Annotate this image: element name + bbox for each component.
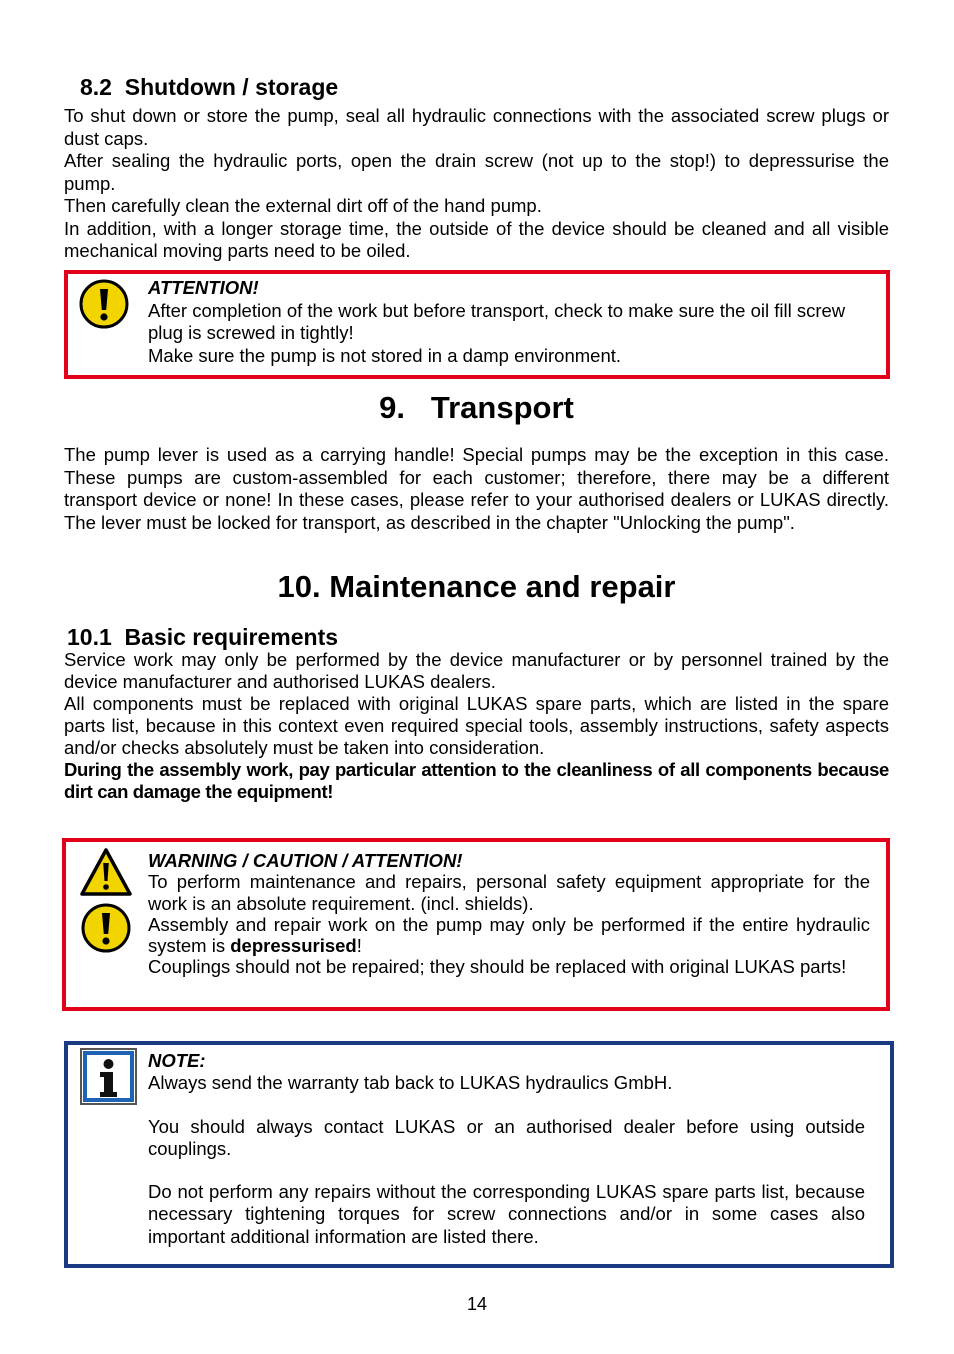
attention-line: After completion of the work but before transport, check to make sure the oil fill screw plug is screwed in tightly!: [148, 299, 846, 343]
chapter-10-heading: [64, 568, 889, 606]
note-header: NOTE:: [148, 1050, 206, 1071]
note-paragraph: Always send the warranty tab back to LUKAS hydraulics GmbH.: [148, 1072, 673, 1094]
section-10-1-body: [64, 649, 889, 803]
paragraph: Then carefully clean the external dirt off of the hand pump.: [64, 195, 542, 216]
warning-line-prefix: Assembly and repair work on the pump may only be performed if the entire hydraulic system is: [148, 913, 870, 957]
chapter-9-heading: [64, 389, 889, 427]
spacer: [148, 1095, 865, 1116]
note-paragraph: You should always contact LUKAS or an authorised dealer before using outside couplings.: [148, 1115, 865, 1159]
spacer: [148, 1160, 865, 1181]
section-8-2-heading: [80, 73, 338, 101]
section-8-2-body: [64, 105, 889, 263]
warning-line-bold: depressurised: [230, 935, 357, 957]
chapter-10-title: Maintenance and repair: [329, 569, 676, 604]
attention-line: Make sure the pump is not stored in a damp environment.: [148, 344, 622, 366]
warning-triangle-icon: [79, 847, 133, 897]
note-box-text: [148, 1050, 865, 1248]
paragraph: All components must be replaced with original LUKAS spare parts, which are listed in the spare parts list, because in this context even required special tools, assembly instructions, safety aspects and/or checks absolutely must be taken into consideration.: [64, 693, 889, 758]
section-10-1-heading: [67, 623, 338, 651]
chapter-10-number: 10.: [277, 569, 321, 604]
exclamation-circle-icon: [81, 903, 131, 953]
section-8-2-number: 8.2: [80, 74, 112, 100]
section-10-1-title: Basic requirements: [124, 624, 339, 650]
warning-line-suffix: !: [356, 935, 362, 957]
chapter-9-title: Transport: [430, 390, 574, 425]
chapter-9-number: 9.: [379, 390, 406, 425]
warning-header: WARNING / CAUTION / ATTENTION!: [148, 850, 463, 871]
info-icon: [80, 1048, 137, 1105]
section-10-1-number: 10.1: [67, 624, 112, 650]
warning-box-text: [148, 850, 870, 978]
paragraph: The pump lever is used as a carrying handle! Special pumps may be the exception in this case. These pumps are custom-assembled for each customer; therefore, there may be a different transport device or none! In these cases, please refer to your authorised dealers or LUKAS directly. The lever must be locked for transport, as described in the chapter "Unlocking the pump".: [64, 444, 889, 533]
section-8-2-title: Shutdown / storage: [124, 74, 339, 100]
attention-box-text: [148, 277, 873, 367]
attention-header: ATTENTION!: [148, 277, 259, 298]
warning-line: [148, 914, 870, 957]
paragraph: After sealing the hydraulic ports, open the drain screw (not up to the stop!) to depressurise the pump.: [64, 150, 889, 194]
paragraph: To shut down or store the pump, seal all hydraulic connections with the associated screw plugs or dust caps.: [64, 105, 889, 149]
warning-line: Couplings should not be repaired; they should be replaced with original LUKAS parts!: [148, 956, 847, 978]
note-paragraph: Do not perform any repairs without the corresponding LUKAS spare parts list, because necessary tightening torques for screw connections and/or in some cases also important additional information are listed there.: [148, 1181, 865, 1247]
paragraph: In addition, with a longer storage time, the outside of the device should be cleaned and all visible mechanical moving parts need to be oiled.: [64, 217, 889, 261]
page-number: 14: [466, 1294, 488, 1314]
exclamation-circle-icon: [79, 279, 129, 329]
chapter-9-body: [64, 444, 889, 534]
bold-paragraph: During the assembly work, pay particular attention to the cleanliness of all components because dirt can damage the equipment!: [64, 759, 889, 802]
warning-line: To perform maintenance and repairs, personal safety equipment appropriate for the work is an absolute requirement. (incl. shields).: [148, 871, 870, 914]
paragraph: Service work may only be performed by the device manufacturer or by personnel trained by the device manufacturer and authorised LUKAS dealers.: [64, 649, 889, 692]
